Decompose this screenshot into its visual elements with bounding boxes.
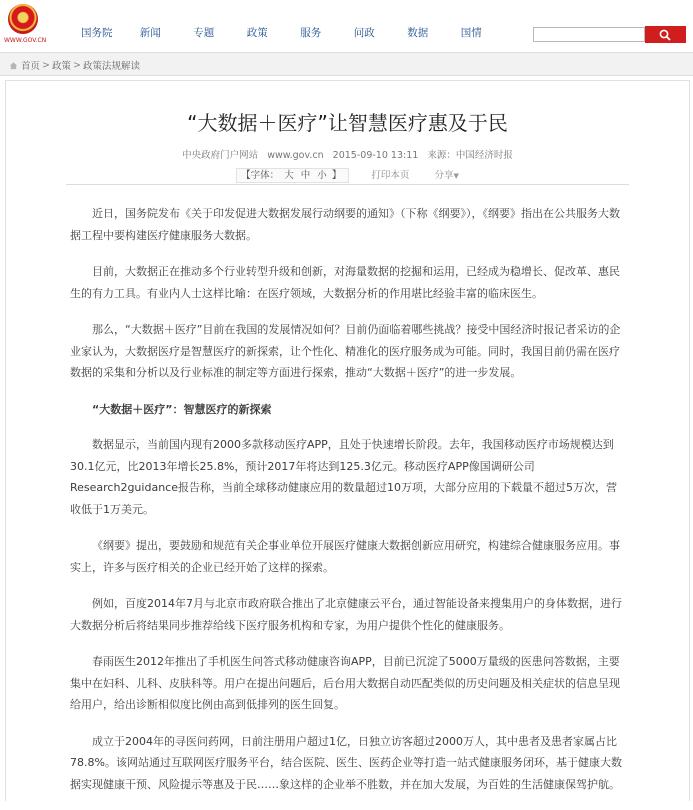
breadcrumb-bar [0, 52, 693, 76]
nav-item-policy[interactable]: 政策 [246, 27, 268, 39]
paragraph: 例如，百度2014年7月与北京市政府联合推出了北京健康云平台，通过智能设备来搜集用户的身体数据，进行大数据分析后将结果同步推荐给线下医疗服务机构和专家，为用户提供个性化的健康服务。 [70, 597, 622, 632]
paragraph: 那么，“大数据＋医疗”目前在我国的发展情况如何？目前仍面临着哪些挑战？接受中国经济时报记者采访的企业家认为，大数据医疗是智慧医疗的新探索，让个性化、精准化的医疗服务成为可能。同时，我国目前仍需在医疗数据的采集和分析以及行业标准的制定等方面进行探索，推动“大数据＋医疗”的进一步发展。 [70, 323, 621, 379]
article-container [5, 80, 690, 801]
font-size-bar [236, 168, 349, 183]
top-header [0, 0, 693, 50]
nav-item-services[interactable]: 服务 [300, 27, 322, 39]
search-icon [659, 29, 671, 41]
paragraph: 《纲要》提出，要鼓励和规范有关企事业单位开展医疗健康大数据创新应用研究，构建综合健康服务应用。事实上，许多与医疗相关的企业已经开始了这样的探索。 [70, 539, 620, 574]
font-size-label: 【字体： [241, 170, 280, 181]
article-title: “大数据＋医疗”让智慧医疗惠及于民 [187, 111, 508, 135]
nav-item-national-info[interactable]: 国情 [460, 27, 482, 39]
article-body [70, 203, 626, 810]
font-size-small[interactable]: 小 [317, 170, 327, 181]
print-link[interactable]: 打印本页 [371, 170, 410, 181]
paragraph: 成立于2004年的寻医问药网，日前注册用户超过1亿，日独立访客超过2000万人，其中患者及患者家属占比78.8%。该网站通过互联网医疗服务平台，结合医院、医生、医药企业等打造一站式健康服务闭环，基于健康大数据实现健康干预、风险提示等惠及于民……象这样的企业举不胜数，并在加大发展，为百姓的生活健康保驾护航。 [70, 734, 622, 791]
meta-origin-label: 来源： [427, 150, 456, 161]
nav-item-data[interactable]: 数据 [407, 27, 429, 39]
font-size-large[interactable]: 大 [284, 170, 294, 181]
meta-origin: 中国经济时报 [455, 150, 513, 161]
chevron-down-icon: ▼ [453, 172, 459, 180]
breadcrumb-policy[interactable]: 政策 [51, 61, 71, 72]
nav-item-news[interactable]: 新闻 [139, 27, 161, 39]
meta-datetime: 2015-09-10 13:11 [332, 150, 419, 161]
article-meta [6, 147, 689, 161]
share-label: 分享 [434, 170, 454, 181]
title-divider [66, 184, 629, 185]
breadcrumb-separator: > [73, 59, 81, 71]
font-size-close: 】 [331, 170, 342, 181]
paragraph: 数据显示，当前国内现有2000多款移动医疗APP，且处于快速增长阶段。去年，我国移动医疗市场规模达到30.1亿元，比2013年增长25.8%，预计2017年将达到125.3亿元。移动医疗APP像国调研公司Research2guidance报告称，当前全球移动健康应用的数量超过10万项，大部分应用的下载量不超过5万次，营收低于1万美元。 [70, 438, 617, 516]
national-emblem-logo[interactable] [8, 4, 38, 34]
breadcrumb-home[interactable]: 首页 [21, 61, 41, 72]
nav-item-topics[interactable]: 专题 [193, 27, 215, 39]
share-link[interactable] [434, 170, 458, 181]
breadcrumb-separator: > [42, 59, 50, 71]
search-input[interactable] [533, 27, 645, 42]
paragraph: 春雨医生2012年推出了手机医生问答式移动健康咨询APP，目前已沉淀了5000万量级的医患问答数据，主要集中在妇科、儿科、皮肤科等。用户在提出问题后，后台用大数据自动匹配类似的历史问题及相关症状的信息呈现给用户，给出诊断相似度比例由高到低排列的医生回复。 [70, 655, 620, 711]
search-button[interactable] [645, 26, 686, 43]
home-icon [9, 61, 18, 70]
article-tools [6, 167, 689, 181]
main-nav [70, 25, 498, 45]
breadcrumb-policy-interpretation[interactable]: 政策法规解读 [82, 61, 140, 72]
font-size-medium[interactable]: 中 [300, 170, 311, 181]
paragraph: 近日，国务院发布《关于印发促进大数据发展行动纲要的通知》（下称《纲要》），《纲要》指出在公共服务大数据工程中要构建医疗健康服务大数据。 [70, 207, 620, 242]
nav-item-inquiry[interactable]: 问政 [353, 27, 375, 39]
meta-source-site: 中央政府门户网站 [182, 150, 259, 161]
breadcrumb [9, 58, 140, 72]
nav-item-guowuyuan[interactable]: 国务院 [81, 27, 113, 39]
section-subheading: “大数据＋医疗”：智慧医疗的新探索 [92, 402, 272, 416]
meta-url: www.gov.cn [267, 150, 324, 161]
paragraph: 目前，大数据正在推动多个行业转型升级和创新，对海量数据的挖掘和运用，已经成为稳增长、促改革、惠民生的有力工具。有业内人士这样比喻：在医疗领域，大数据分析的作用堪比经验丰富的临床医生。 [70, 265, 620, 300]
logo-text: WWW.GOV.CN [4, 37, 47, 44]
